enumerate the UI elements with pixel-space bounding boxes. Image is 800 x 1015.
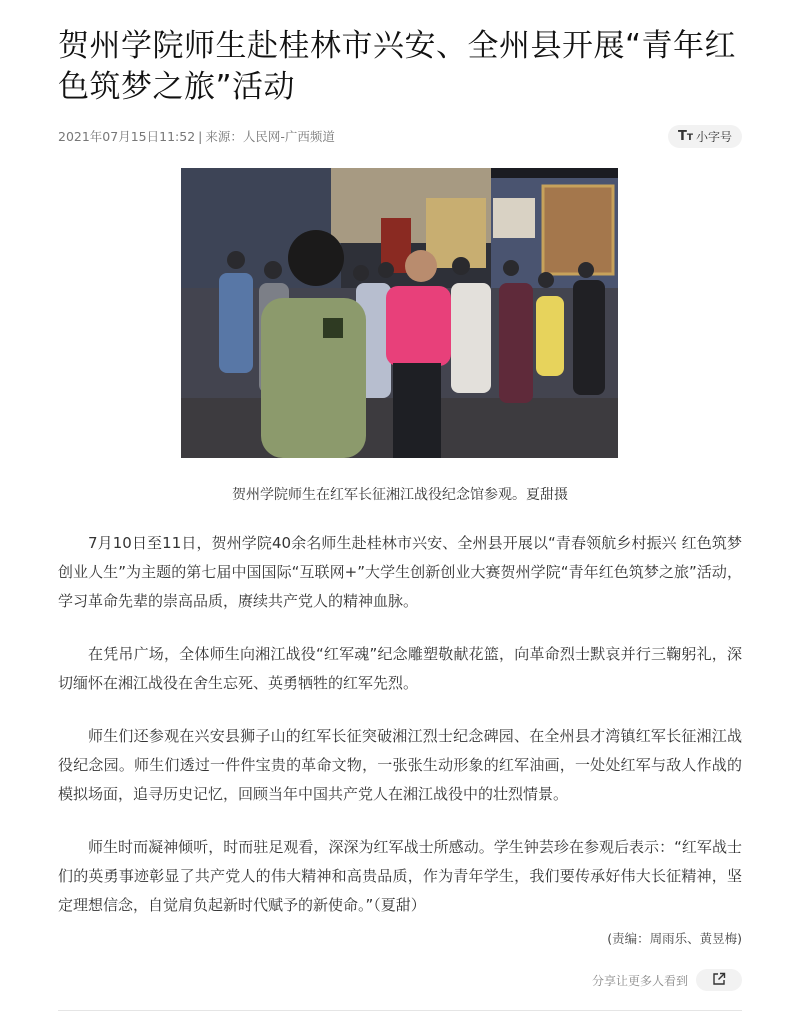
share-label: 分享让更多人看到 (591, 973, 688, 988)
meta-separator: | (198, 129, 203, 144)
bottom-divider (58, 1010, 742, 1011)
article-body (58, 529, 742, 944)
editor-credit: (责编：周雨乐、黄昱梅) (607, 931, 742, 946)
font-size-toggle-label: 小字号 (695, 129, 732, 144)
paragraph-1: 7月10日至11日，贺州学院40余名师生赴桂林市兴安、全州县开展以“青春领航乡村振兴 红色筑梦创业人生”为主题的第七届中国国际“互联网+”大学生创新创业大赛贺州学院“青年红色筑梦之旅”活动，学习革命先辈的崇高品质，赓续共产党人的精神血脉。 (58, 534, 742, 610)
paragraph-3: 师生们还参观在兴安县狮子山的红军长征突破湘江烈士纪念碑园、在全州县才湾镇红军长征湘江战役纪念园。师生们透过一件件宝贵的革命文物，一张张生动形象的红军油画，一处处红军与敌人作战的模拟场面，追寻历史记忆，回顾当年中国共产党人在湘江战役中的壮烈情景。 (58, 727, 742, 803)
share-row (592, 969, 742, 991)
text-size-icon: TT (677, 128, 693, 144)
article (58, 0, 742, 988)
share-button[interactable] (696, 969, 742, 991)
font-size-toggle-button[interactable] (668, 125, 742, 148)
article-title: 贺州学院师生赴桂林市兴安、全州县开展“青年红色筑梦之旅”活动 (58, 28, 737, 105)
paragraph-4: 师生时而凝神倾听，时而驻足观看，深深为红军战士所感动。学生钟芸珍在参观后表示：“红军战士们的英勇事迹彰显了共产党人的伟大精神和高贵品质，作为青年学生，我们要传承好伟大长征精神，坚定理想信念，自觉肩负起新时代赋予的新使命。”（夏甜） (58, 838, 742, 914)
photo-caption: 贺州学院师生在红军长征湘江战役纪念馆参观。夏甜摄 (232, 487, 568, 503)
publish-date: 2021年07月15日11:52 (58, 129, 196, 144)
share-icon (712, 971, 726, 990)
paragraph-2: 在凭吊广场，全体师生向湘江战役“红军魂”纪念雕塑敬献花篮，向革命烈士默哀并行三鞠躬礼，深切缅怀在湘江战役在舍生忘死、英勇牺牲的红军先烈。 (58, 645, 742, 692)
article-meta (58, 127, 335, 145)
article-source: 来源：人民网-广西频道 (205, 129, 335, 144)
article-photo (181, 168, 618, 458)
meta-row (58, 125, 742, 147)
